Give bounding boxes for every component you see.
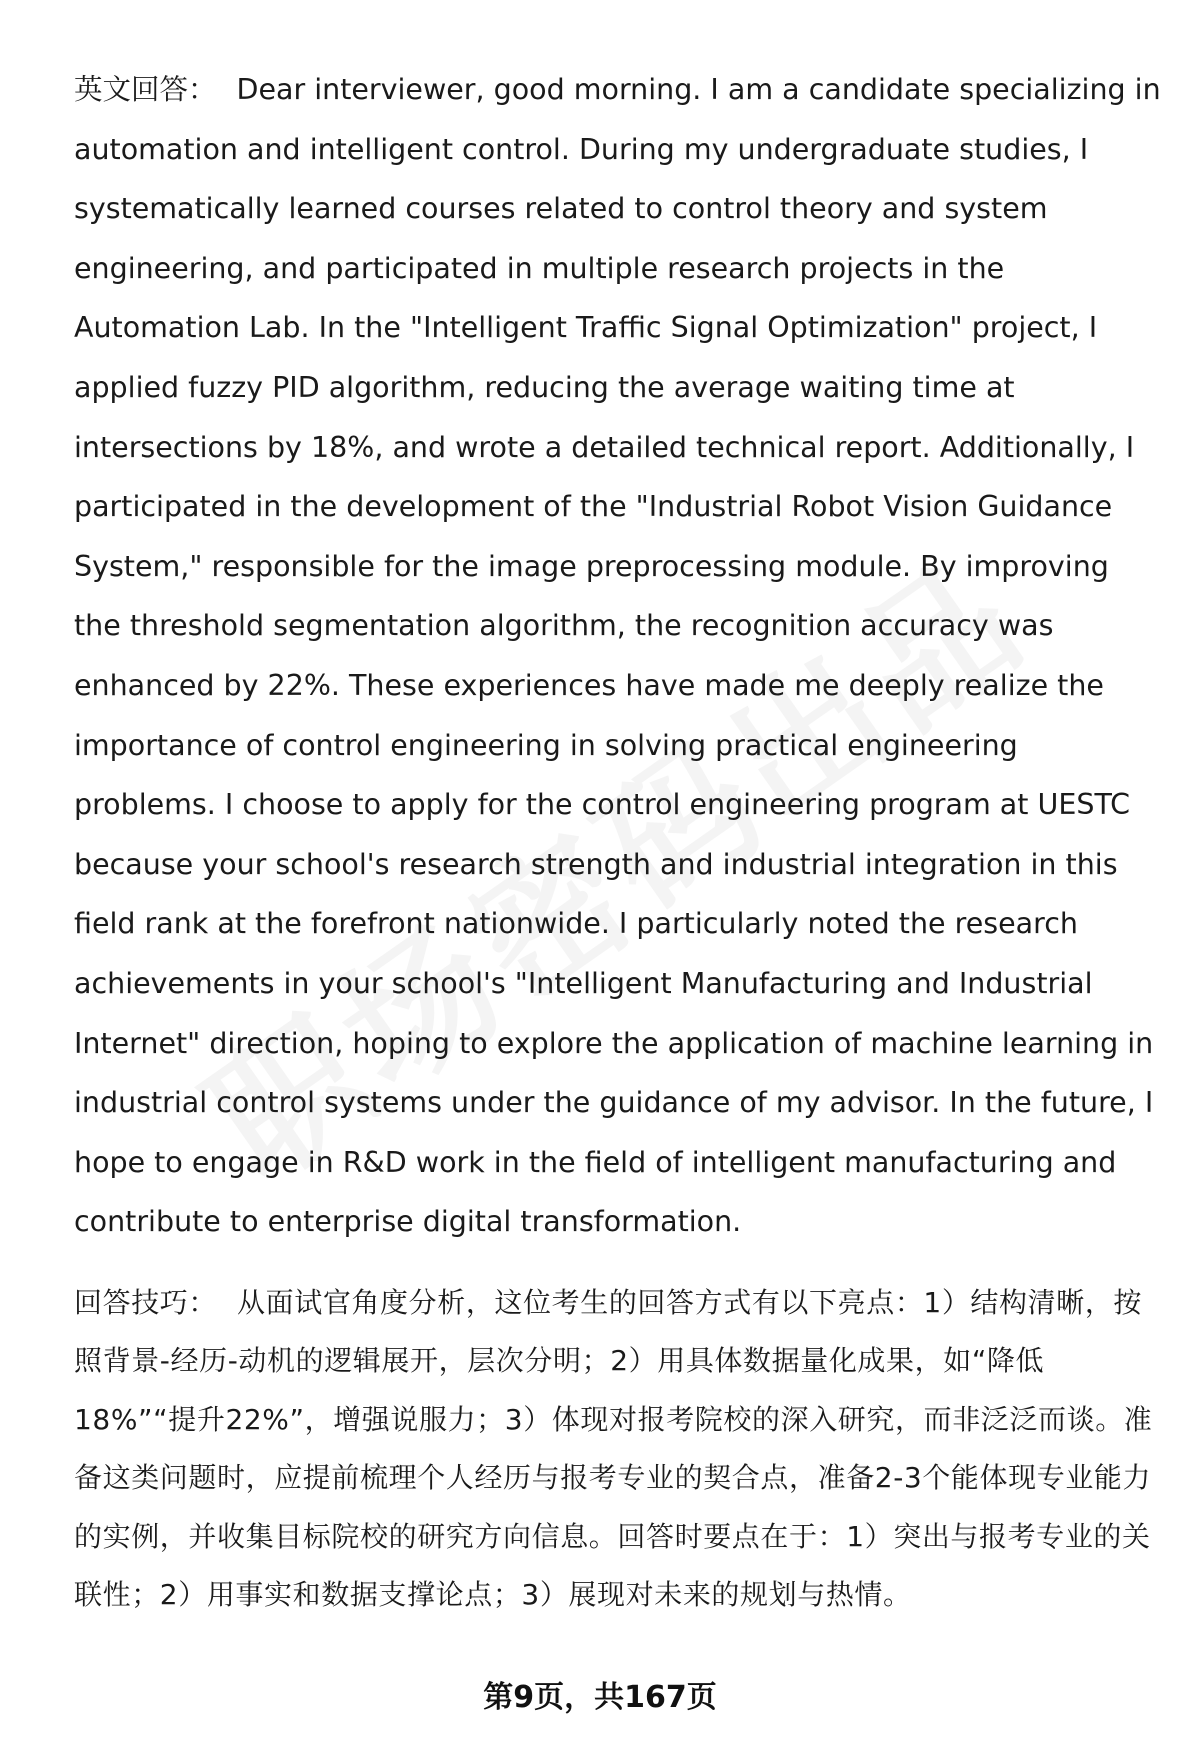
answer-tips-label: 回答技巧：: [74, 1285, 218, 1319]
answer-tips-text: 从面试官角度分析，这位考生的回答方式有以下亮点：1）结构清晰，按照背景-经历-动机的逻辑展开，层次分明；2）用具体数据量化成果，如“降低18%”“提升22%”，增强说服力；3）体现对报考院校的深入研究，而非泛泛而谈。准备这类问题时，应提前梳理个人经历与报考专业的契合点，准备2-3个能体现专业能力的实例，并收集目标院校的研究方向信息。回答时要点在于：1）突出与报考专业的关联性；2）用事实和数据支撑论点；3）展现对未来的规划与热情。: [74, 1285, 1153, 1612]
english-answer-text: Dear interviewer, good morning. I am a candidate specializing in automation and intelligent control. During my undergraduate studies, I systematically learned courses related to control theory and system engineering, and participated in multiple research projects in the Automation Lab. In the "Intelligent Traffic Signal Optimization" project, I applied fuzzy PID algorithm, reducing the average waiting time at intersections by 18%, and wrote a detailed technical report. Additionally, I participated in the development of the "Industrial Robot Vision Guidance System," responsible for the image preprocessing module. By improving the threshold segmentation algorithm, the recognition accuracy was enhanced by 22%. These experiences have made me deeply realize the importance of control engineering in solving practical engineering problems. I choose to apply for the control engineering program at UESTC because your school's research strength and industrial integration in this field rank at the forefront nationwide. I particularly noted the research achievements in your school's "Intelligent Manufacturing and Industrial Internet" direction, hoping to explore the application of machine learning in industrial control systems under the guidance of my advisor. In the future, I hope to engage in R&D work in the field of intelligent manufacturing and contribute to enterprise digital transformation.: [74, 73, 1161, 1239]
english-answer-label: 英文回答：: [74, 73, 217, 106]
page-indicator: 第9页，共167页: [483, 1680, 717, 1715]
answer-tips-paragraph: [74, 1274, 1164, 1625]
document-body: [74, 60, 1164, 1625]
english-answer-paragraph: [74, 60, 1164, 1252]
